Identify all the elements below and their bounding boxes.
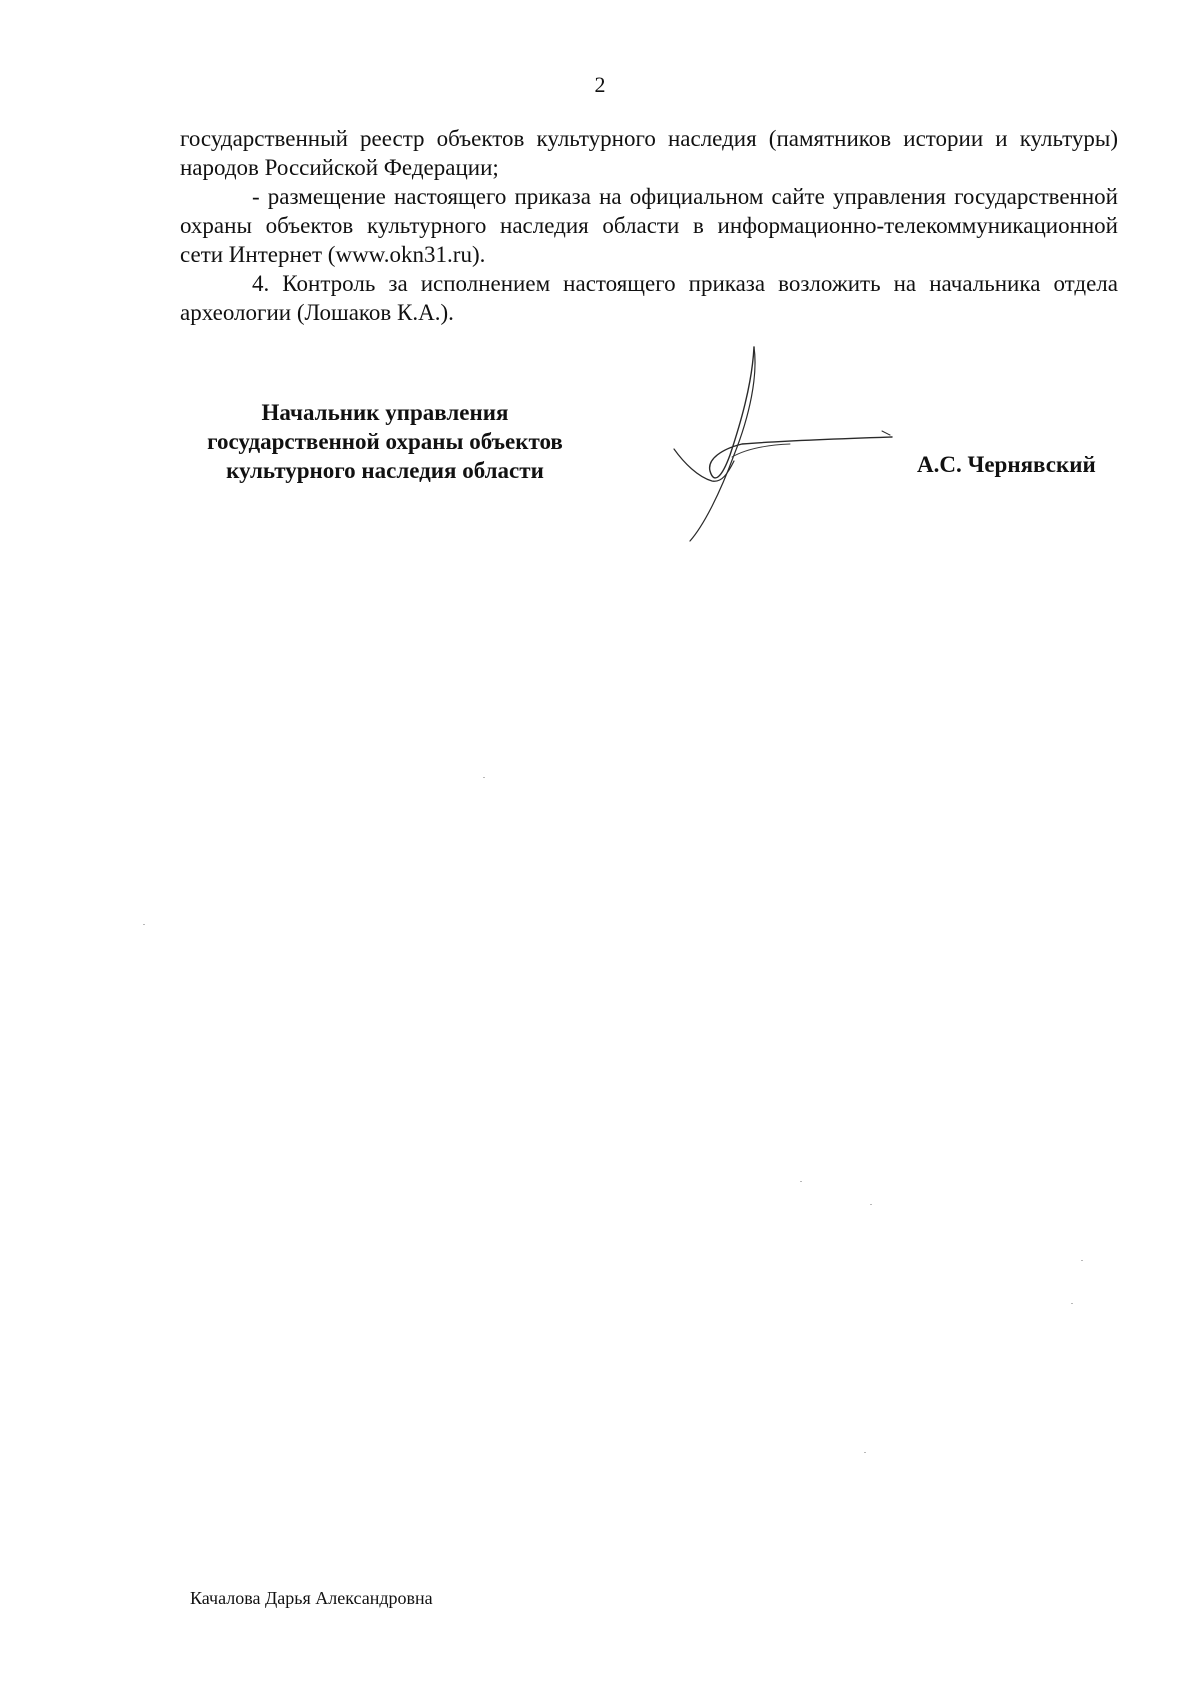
signatory-position-line: культурного наследия области <box>226 458 544 483</box>
page-number: 2 <box>594 72 606 97</box>
scan-speck <box>800 1181 802 1182</box>
signatory-position <box>170 398 600 485</box>
signatory-position-line: Начальник управления <box>261 400 509 425</box>
scan-speck <box>864 1452 866 1453</box>
handwritten-signature <box>670 345 900 545</box>
scan-speck <box>483 777 485 778</box>
paragraph-registry: государственный реестр объектов культурного наследия (памятников истории и культуры) народов Российской Федерации; <box>180 126 1118 180</box>
paragraph-website-publication: - размещение настоящего приказа на официальном сайте управления государственной охраны объектов культурного наследия области в информационно-телекоммуникационной сети Интернет (www.okn31.ru). <box>180 184 1118 267</box>
body-text <box>180 124 1118 327</box>
signatory-position-line: государственной охраны объектов <box>207 429 563 454</box>
scan-speck <box>1071 1303 1073 1304</box>
scan-speck <box>1081 1260 1083 1261</box>
scan-speck <box>143 924 145 925</box>
executor-name: Качалова Дарья Александровна <box>190 1588 433 1608</box>
signatory-name: А.С. Чернявский <box>917 452 1096 477</box>
scan-speck <box>870 1204 872 1205</box>
paragraph-control: 4. Контроль за исполнением настоящего приказа возложить на начальника отдела археологии (Лошаков К.А.). <box>180 271 1118 325</box>
